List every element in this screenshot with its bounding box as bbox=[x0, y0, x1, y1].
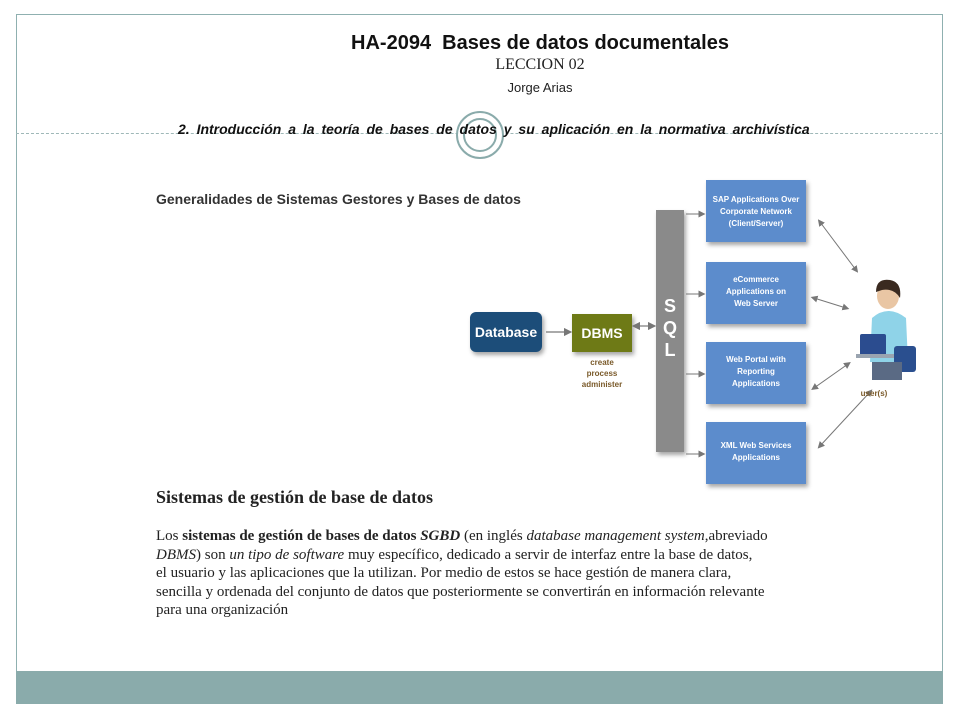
app-xml-line2: Applications bbox=[731, 453, 781, 462]
dbms-description bbox=[156, 527, 936, 620]
body-line-2: DBMS) son un tipo de software muy específico, dedicado a servir de interfaz entre la base de datos, bbox=[156, 546, 753, 563]
app-sap-line3: (Client/Server) bbox=[728, 219, 784, 228]
section-heading: Generalidades de Sistemas Gestores y Bases de datos bbox=[156, 191, 521, 207]
app2-user-arrow bbox=[814, 298, 846, 308]
dbms-caption-create: create bbox=[590, 358, 614, 367]
app-sap-line2: Corporate Network bbox=[719, 207, 793, 216]
user-figure-icon bbox=[856, 280, 916, 380]
body-line-4: sencilla y ordenada del conjunto de datos que posteriormente se convertirán en información relevante bbox=[156, 583, 765, 600]
app-ecom-line1: eCommerce bbox=[733, 275, 779, 284]
app-portal-line2: Reporting bbox=[737, 367, 775, 376]
app1-user-arrow bbox=[820, 222, 856, 270]
app3-user-arrow bbox=[814, 364, 848, 388]
app-ecom-line3: Web Server bbox=[734, 299, 778, 308]
slide-title: HA-2094 Bases de datos documentales bbox=[351, 32, 729, 54]
dbms-caption-process: process bbox=[586, 369, 618, 378]
app4-user-arrow bbox=[820, 392, 870, 446]
app-xml-line1: XML Web Services bbox=[720, 441, 792, 450]
dbms-diagram bbox=[462, 166, 922, 496]
author-name: Jorge Arias bbox=[507, 80, 573, 95]
body-line-5: para una organización bbox=[156, 602, 289, 618]
sql-letter-q: Q bbox=[662, 318, 678, 338]
body-line-1: Los sistemas de gestión de bases de datos SGBD (en inglés database management system,abreviado bbox=[156, 528, 768, 544]
app-portal-line3: Applications bbox=[731, 379, 781, 388]
app-ecom-line2: Applications on bbox=[726, 287, 786, 296]
body-line-3: el usuario y las aplicaciones que la utilizan. Por medio de estos se hace gestión de manera clara, bbox=[156, 565, 732, 581]
user-label: user(s) bbox=[860, 389, 888, 398]
lesson-label: LECCION 02 bbox=[495, 56, 585, 73]
slide-subtitle: 2. Introducción a la teoría de bases de datos y su aplicación en la normativa archivística bbox=[178, 121, 810, 137]
sql-letter-l: L bbox=[664, 340, 676, 360]
app-portal-line1: Web Portal with bbox=[726, 355, 786, 364]
footer-band bbox=[16, 671, 943, 704]
sql-letter-s: S bbox=[663, 296, 677, 316]
database-label: Database bbox=[474, 324, 538, 340]
dbms-section-title: Sistemas de gestión de base de datos bbox=[156, 487, 434, 507]
dbms-caption-administer: administer bbox=[581, 380, 623, 389]
dbms-label: DBMS bbox=[581, 325, 623, 341]
app-sap-line1: SAP Applications Over bbox=[712, 195, 800, 204]
